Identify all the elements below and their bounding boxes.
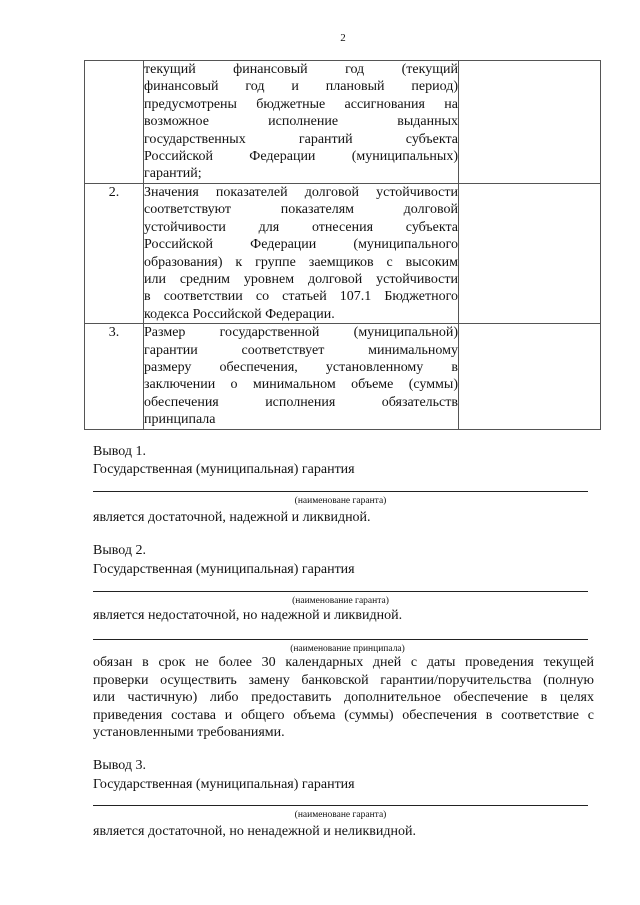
text-line: текущий финансовый год (текущий (144, 62, 458, 77)
text-line: или частичную) либо предоставить дополнительное обеспечение в целях (93, 690, 594, 705)
conclusion-3-verdict: является достаточной, но ненадежной и неликвидной. (93, 824, 416, 839)
text-line: проверки осуществить замену банковской гарантии/поручительства (полную (93, 672, 594, 688)
conclusion-2-subject: Государственная (муниципальная) гарантия (93, 562, 355, 577)
text-line: Значения показателей долговой устойчивости (144, 185, 458, 200)
guarantor-blank-line (93, 591, 588, 592)
text-line: кодекса Российской Федерации. (144, 306, 335, 322)
text-line: принципала (144, 412, 216, 428)
conclusion-2-verdict: является недостаточной, но надежной и ликвидной. (93, 608, 403, 623)
text-line: установленными требованиями. (93, 725, 285, 740)
conclusion-1-subject: Государственная (муниципальная) гарантия (93, 462, 355, 477)
conclusion-3-subject: Государственная (муниципальная) гарантия (93, 777, 355, 792)
text-line: Российской Федерации (муниципальных) (144, 149, 458, 165)
text-line: размеру обеспечения, установленному в (144, 360, 458, 376)
criteria-table (84, 60, 601, 430)
row-number-cell: 3. (85, 324, 144, 430)
page-number: 2 (340, 32, 346, 44)
row-number-cell (85, 61, 144, 184)
result-cell (459, 61, 601, 184)
guarantor-blank-line (93, 491, 588, 492)
conclusion-1-heading: Вывод 1. (93, 444, 146, 459)
guarantor-caption: (наименоване гаранта) (294, 496, 387, 506)
text-line: возможное исполнение выданных (144, 114, 458, 130)
principal-caption: (наименование принципала) (290, 644, 405, 654)
conclusion-2-heading: Вывод 2. (93, 543, 146, 558)
result-cell (459, 184, 601, 324)
criterion-text-cell (144, 184, 459, 324)
text-line: финансовый год и плановый период) (144, 79, 458, 95)
text-line: гарантий; (144, 166, 202, 182)
text-line: предусмотрены бюджетные ассигнования на (144, 96, 458, 112)
table-row (85, 184, 601, 324)
text-line: гарантии соответствует минимальному (144, 342, 458, 358)
criterion-text-cell (144, 61, 459, 184)
text-line: образования) к группе заемщиков с высоким (144, 254, 458, 270)
principal-blank-line (93, 639, 588, 640)
guarantor-blank-line (93, 805, 588, 806)
criterion-text-cell (144, 324, 459, 430)
text-line: устойчивости для отнесения субъекта (144, 219, 458, 235)
row-number-cell: 2. (85, 184, 144, 324)
conclusion-1-verdict: является достаточной, надежной и ликвидной. (93, 510, 371, 525)
conclusion-3-heading: Вывод 3. (93, 758, 146, 773)
guarantor-caption: (наименование гаранта) (292, 596, 389, 606)
text-line: государственных гарантий субъекта (144, 131, 458, 147)
text-line: или средним уровнем долговой устойчивости (144, 272, 458, 288)
text-line: обеспечения исполнения обязательств (144, 394, 458, 410)
text-line: Размер государственной (муниципальной) (144, 325, 458, 341)
text-line: обязан в срок не более 30 календарных дней с даты проведения текущей (93, 655, 594, 670)
result-cell (459, 324, 601, 430)
text-line: заключении о минимальном объеме (суммы) (144, 377, 458, 393)
table-row (85, 324, 601, 430)
text-line: соответствуют показателям долговой (144, 202, 458, 218)
text-line: приведения состава и общего объема (суммы) обеспечения в соответствие с (93, 707, 594, 723)
text-line: Российской Федерации (муниципального (144, 237, 458, 253)
text-line: в соответствии со статьей 107.1 Бюджетного (144, 289, 458, 305)
table-row (85, 61, 601, 184)
guarantor-caption: (наименоване гаранта) (294, 810, 387, 820)
conclusion-2-obligation (93, 654, 594, 742)
